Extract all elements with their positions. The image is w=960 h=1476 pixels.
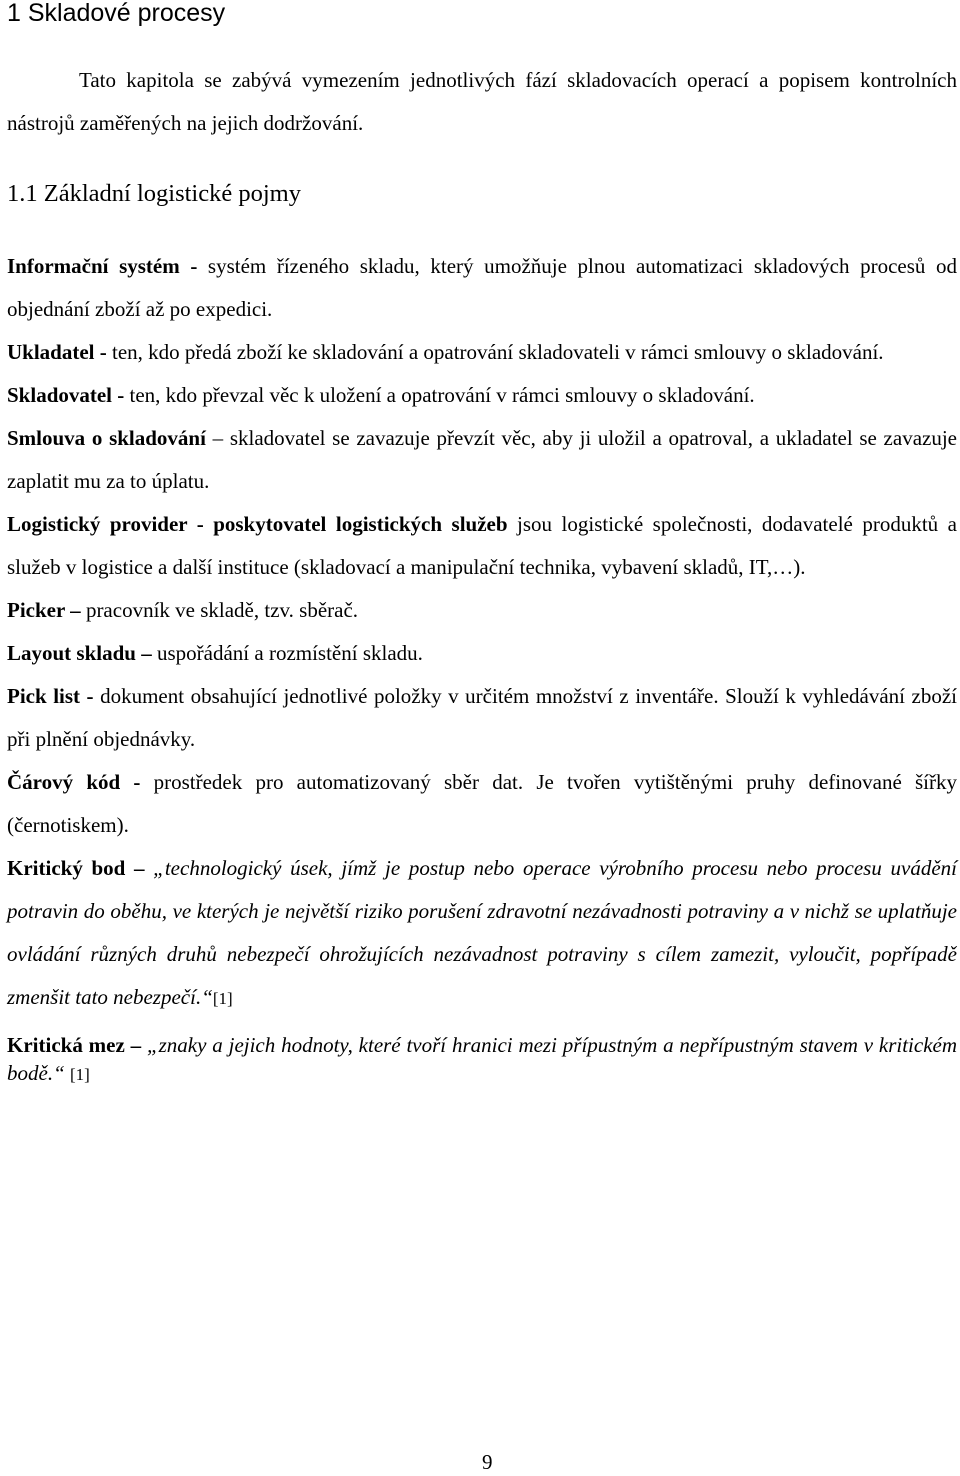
- definition-item: [7, 245, 957, 331]
- definition-item: [7, 417, 957, 503]
- definition-text: systém řízeného skladu, který umožňuje plnou automatizaci skladových procesů od objednání zboží až po expedici.: [7, 254, 957, 321]
- citation-ref: [1]: [70, 1065, 90, 1084]
- definition-term: Layout skladu –: [7, 641, 152, 665]
- definition-term: Ukladatel -: [7, 340, 107, 364]
- definition-text: – skladovatel se zavazuje převzít věc, aby ji uložil a opatroval, a ukladatel se zavazuje zaplatit mu za to úplatu.: [7, 426, 957, 493]
- definition-term: Smlouva o skladování: [7, 426, 206, 450]
- definition-item: [7, 589, 957, 632]
- definition-text: pracovník ve skladě, tzv. sběrač.: [80, 598, 359, 622]
- definition-term: Pick list -: [7, 684, 94, 708]
- definition-term: Logistický provider - poskytovatel logistických služeb: [7, 512, 508, 536]
- definition-text: ten, kdo převzal věc k uložení a opatrování v rámci smlouvy o skladování.: [124, 383, 755, 407]
- chapter-intro: Tato kapitola se zabývá vymezením jednotlivých fází skladovacích operací a popisem kontrolních nástrojů zaměřených na jejich dodržování.: [7, 68, 957, 135]
- definition-quote: „technologický úsek, jímž je postup nebo operace výrobního procesu nebo procesu uvádění potravin do oběhu, ve kterých je největší riziko porušení zdravotní nezávadnosti potraviny a v nichž se uplatňuje ovládání různých druhů nebezpečí ohrožujících nezávadnost potraviny s cílem zamezit, vyloučit, popřípadě zmenšit tato nebezpečí.“: [7, 856, 957, 1009]
- definition-item: [7, 675, 957, 761]
- definition-text: ten, kdo předá zboží ke skladování a opatrování skladovateli v rámci smlouvy o skladování.: [106, 340, 884, 364]
- definition-text: jsou logistické společnosti, dodavatelé produktů a služeb v logistice a další instituce (skladovací a manipulační technika, vybavení skladů, IT,…).: [7, 512, 957, 579]
- definition-term: Informační systém -: [7, 254, 198, 278]
- definition-term: Kritický bod –: [7, 856, 145, 880]
- section-title: 1.1 Základní logistické pojmy: [7, 180, 301, 207]
- definition-item: [7, 331, 957, 374]
- chapter-title: 1 Skladové procesy: [7, 0, 226, 27]
- definition-quote: „znaky a jejich hodnoty, které tvoří hranici mezi přípustným a nepřípustným stavem v kritickém bodě.“: [7, 1033, 957, 1085]
- definition-text: prostředek pro automatizovaný sběr dat. Je tvořen vytištěnými pruhy definované šířky (černotiskem).: [7, 770, 957, 837]
- definition-item: [7, 503, 957, 589]
- definition-term: Čárový kód -: [7, 770, 141, 794]
- definition-term: Skladovatel -: [7, 383, 125, 407]
- definition-text: dokument obsahující jednotlivé položky v určitém množství z inventáře. Slouží k vyhledávání zboží při plnění objednávky.: [7, 684, 957, 751]
- definition-item: [7, 761, 957, 847]
- citation-ref: [1]: [212, 989, 233, 1008]
- definition-item: [7, 632, 957, 675]
- definition-item: [7, 374, 957, 417]
- definition-item: [7, 847, 957, 1020]
- definition-text: uspořádání a rozmístění skladu.: [151, 641, 423, 665]
- definitions-list: [7, 245, 957, 1089]
- definition-item: [7, 1031, 957, 1089]
- page-number: 9: [482, 1450, 493, 1474]
- definition-term: Picker –: [7, 598, 81, 622]
- definition-term: Kritická mez –: [7, 1033, 142, 1057]
